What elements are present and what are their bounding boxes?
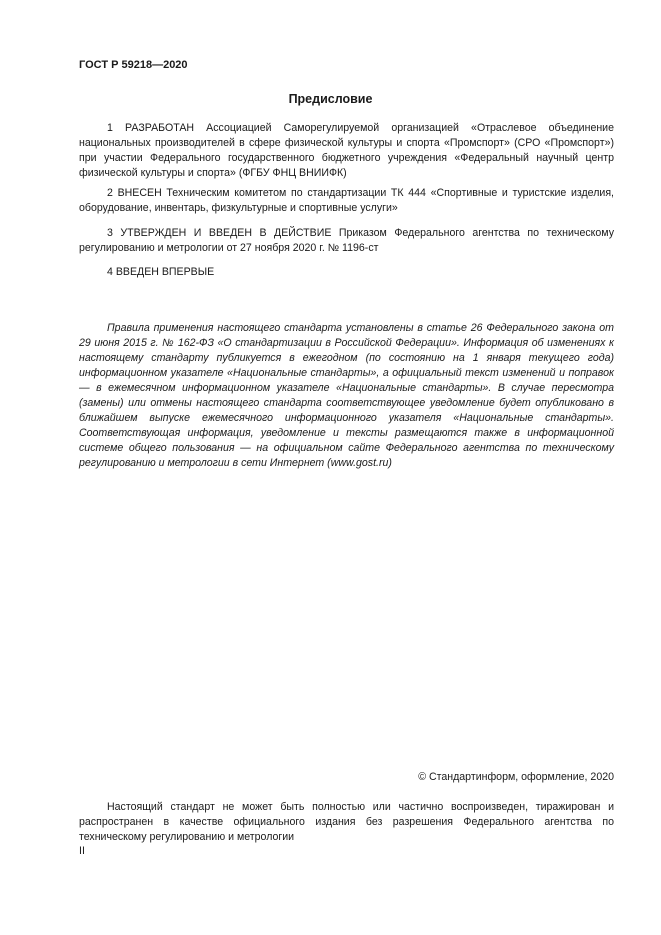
foreword-item-2 — [79, 186, 614, 216]
foreword-item-text: 1 РАЗРАБОТАН Ассоциацией Саморегулируемой организацией «Отраслевое объединение национальных производителей в сфере физической культуры и спорта «Промспорт» (СРО «Промспорт») при участии Федерального государственного бюджетного учреждения «Федеральный научный центр физической культуры и спорта» (ФГБУ ФНЦ ВНИИФК) — [79, 122, 614, 179]
copyright-line: © Стандартинформ, оформление, 2020 — [418, 771, 614, 783]
foreword-item-1 — [79, 121, 614, 181]
reproduction-notice-text: Настоящий стандарт не может быть полностью или частично воспроизведен, тиражирован и распространен в качестве официального издания без разрешения Федерального агентства по техническому регулированию и метрологии — [79, 801, 614, 843]
rules-paragraph-text: Правила применения настоящего стандарта установлены в статье 26 Федерального закона от 29 июня 2015 г. № 162-ФЗ «О стандартизации в Российской Федерации». Информация об изменениях к настоящему стандарту публикуется в ежегодном (по состоянию на 1 января текущего года) информационном указателе «Национальные стандарты», а официальный текст изменений и поправок — в ежемесячном информационном указателе «Национальные стандарты». В случае пересмотра (замены) или отмены настоящего стандарта соответствующее уведомление будет опубликовано в ближайшем выпуске ежемесячного информационного указателя «Национальные стандарты». Соответствующая информация, уведомление и тексты размещаются также в информационной системе общего пользования — на официальном сайте Федерального агентства по техническому регулированию и метрологии в сети Интернет (www.gost.ru) — [79, 322, 614, 469]
rules-paragraph — [79, 321, 614, 471]
foreword-item-text: 2 ВНЕСЕН Техническим комитетом по стандартизации ТК 444 «Спортивные и туристские изделия, оборудование, инвентарь, физкультурные и спортивные услуги» — [79, 187, 614, 214]
page-title: Предисловие — [288, 92, 373, 106]
reproduction-notice — [79, 800, 614, 845]
document-code: ГОСТ Р 59218—2020 — [79, 59, 188, 71]
page-number: II — [79, 845, 85, 857]
foreword-item-3 — [79, 226, 614, 256]
foreword-item-4 — [79, 265, 614, 280]
foreword-item-text: 3 УТВЕРЖДЕН И ВВЕДЕН В ДЕЙСТВИЕ Приказом Федерального агентства по техническому регулированию и метрологии от 27 ноября 2020 г. № 1196-ст — [79, 227, 614, 254]
foreword-item-text: 4 ВВЕДЕН ВПЕРВЫЕ — [107, 266, 215, 278]
